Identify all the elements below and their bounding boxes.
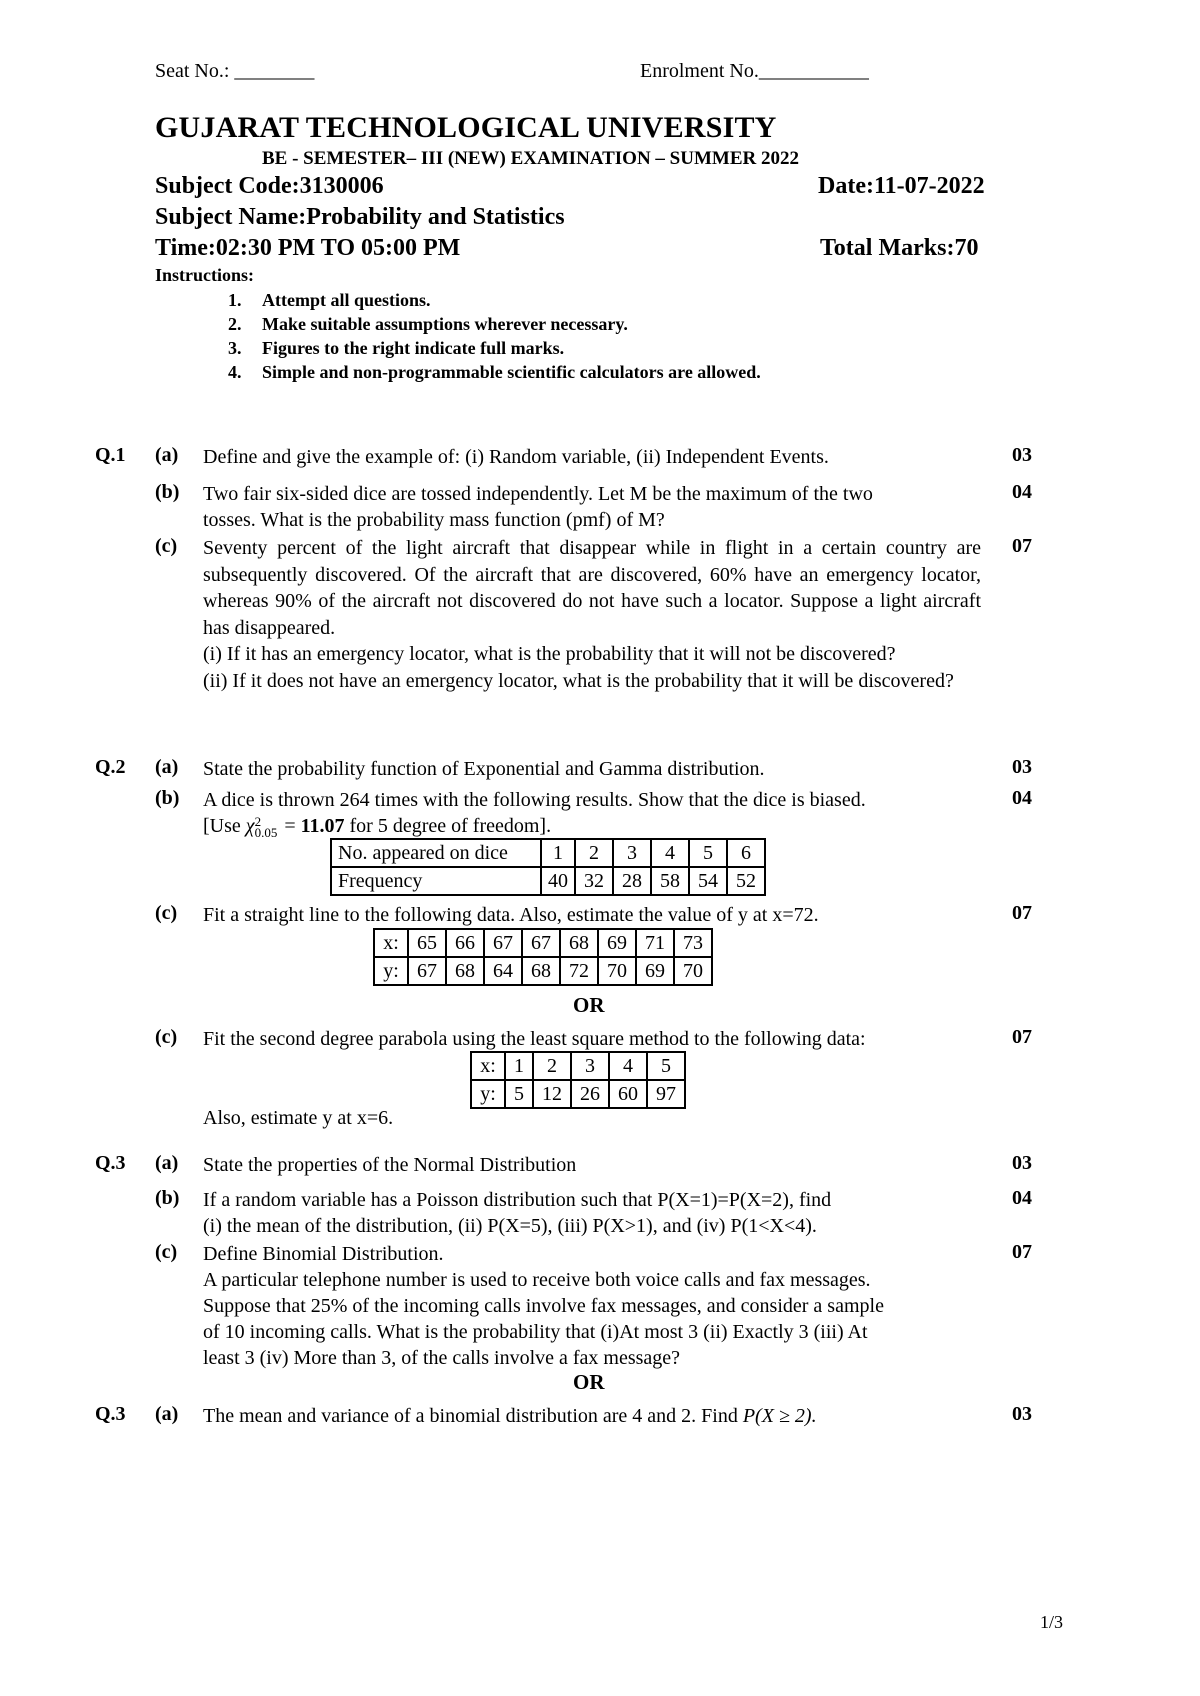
part-label: (c) bbox=[155, 1241, 178, 1263]
chi-subscript: 0.05 bbox=[254, 825, 278, 841]
part-label: (a) bbox=[155, 1152, 179, 1174]
table-cell: 69 bbox=[636, 957, 674, 985]
table-row bbox=[471, 1052, 685, 1080]
table-row-label: x: bbox=[471, 1052, 505, 1080]
instructions-title: Instructions: bbox=[155, 265, 255, 285]
table-row bbox=[331, 839, 765, 867]
table-cell: 40 bbox=[541, 867, 575, 895]
seat-number-label: Seat No.: ________ bbox=[155, 60, 315, 82]
marks: 07 bbox=[1012, 1241, 1032, 1263]
question-text: of 10 incoming calls. What is the probability that (i)At most 3 (ii) Exactly 3 (iii) At bbox=[203, 1321, 868, 1343]
question-text: least 3 (iv) More than 3, of the calls involve a fax message? bbox=[203, 1347, 681, 1369]
table-cell: 26 bbox=[571, 1080, 609, 1108]
table-cell: 4 bbox=[651, 839, 689, 867]
marks: 04 bbox=[1012, 1187, 1032, 1209]
table-cell: 5 bbox=[689, 839, 727, 867]
table-cell: 70 bbox=[674, 957, 712, 985]
table-cell: 4 bbox=[609, 1052, 647, 1080]
table-row bbox=[471, 1080, 685, 1108]
question-text: Define and give the example of: (i) Random variable, (ii) Independent Events. bbox=[203, 446, 829, 468]
enrolment-number-label: Enrolment No.___________ bbox=[640, 60, 869, 82]
equals-sign: = bbox=[279, 815, 301, 837]
instruction-text: Attempt all questions. bbox=[262, 290, 431, 310]
question-text: (i) If it has an emergency locator, what is the probability that it will not be discovered? bbox=[203, 643, 896, 665]
table-cell: 52 bbox=[727, 867, 765, 895]
table-cell: 70 bbox=[598, 957, 636, 985]
part-label: (c) bbox=[155, 535, 178, 557]
subject-code: Subject Code:3130006 bbox=[155, 173, 384, 199]
marks: 04 bbox=[1012, 481, 1032, 503]
exam-title: BE - SEMESTER– III (NEW) EXAMINATION – SUMMER 2022 bbox=[262, 148, 799, 169]
marks: 03 bbox=[1012, 1403, 1032, 1425]
table-cell: 5 bbox=[647, 1052, 685, 1080]
question-text: Fit a straight line to the following data. Also, estimate the value of y at x=72. bbox=[203, 904, 819, 926]
question-text: Fit the second degree parabola using the least square method to the following data: bbox=[203, 1028, 866, 1050]
question-text: A dice is thrown 264 times with the following results. Show that the dice is biased. bbox=[203, 789, 866, 811]
marks: 07 bbox=[1012, 1026, 1032, 1048]
table-cell: 1 bbox=[505, 1052, 533, 1080]
instruction-number: 2. bbox=[228, 314, 242, 334]
question-text: Seventy percent of the light aircraft that disappear while in flight in a certain country are subsequently discovered. Of the aircraft that are discovered, 60% have an emergency locator, whereas 90% of the aircraft not discovered do not have such a locator. Suppose a light aircraft has disappeared. bbox=[203, 537, 981, 639]
instruction-text: Make suitable assumptions wherever necessary. bbox=[262, 314, 628, 334]
question-number: Q.3 bbox=[95, 1152, 126, 1174]
instruction-text: Figures to the right indicate full marks. bbox=[262, 338, 565, 358]
question-text: State the probability function of Exponential and Gamma distribution. bbox=[203, 758, 765, 780]
marks: 07 bbox=[1012, 902, 1032, 924]
dice-frequency-table bbox=[330, 838, 766, 896]
marks: 04 bbox=[1012, 787, 1032, 809]
chi-symbol: χ bbox=[245, 815, 255, 837]
subject-name: Subject Name:Probability and Statistics bbox=[155, 204, 565, 230]
question-text: A particular telephone number is used to receive both voice calls and fax messages. bbox=[203, 1269, 871, 1291]
table-cell: 2 bbox=[533, 1052, 571, 1080]
table-cell: 1 bbox=[541, 839, 575, 867]
parabola-data-table bbox=[470, 1051, 686, 1109]
table-cell: 97 bbox=[647, 1080, 685, 1108]
instruction-number: 4. bbox=[228, 362, 242, 382]
table-row bbox=[374, 957, 712, 985]
question-text: State the properties of the Normal Distribution bbox=[203, 1154, 577, 1176]
question-paragraph bbox=[203, 535, 981, 694]
part-label: (c) bbox=[155, 902, 178, 924]
marks: 07 bbox=[1012, 535, 1032, 557]
table-cell: 12 bbox=[533, 1080, 571, 1108]
math-expression: P(X ≥ 2). bbox=[742, 1405, 817, 1427]
total-marks: Total Marks:70 bbox=[820, 235, 979, 261]
question-text: (i) the mean of the distribution, (ii) P(X=5), (iii) P(X>1), and (iv) P(1<X<4). bbox=[203, 1215, 817, 1237]
table-cell: 66 bbox=[446, 929, 484, 957]
marks: 03 bbox=[1012, 756, 1032, 778]
table-cell: 32 bbox=[575, 867, 613, 895]
part-label: (a) bbox=[155, 1403, 179, 1425]
question-text: Define Binomial Distribution. bbox=[203, 1243, 444, 1265]
exam-date: Date:11-07-2022 bbox=[818, 173, 985, 199]
instruction-number: 1. bbox=[228, 290, 242, 310]
table-row bbox=[374, 929, 712, 957]
table-cell: 68 bbox=[560, 929, 598, 957]
table-cell: 67 bbox=[484, 929, 522, 957]
table-cell: 73 bbox=[674, 929, 712, 957]
table-cell: 64 bbox=[484, 957, 522, 985]
chi-superscript: 2 bbox=[254, 814, 262, 830]
instruction-text: Simple and non-programmable scientific calculators are allowed. bbox=[262, 362, 761, 382]
page-number: 1/3 bbox=[1040, 1612, 1064, 1632]
table-cell: 3 bbox=[613, 839, 651, 867]
table-cell: 28 bbox=[613, 867, 651, 895]
table-cell: 71 bbox=[636, 929, 674, 957]
table-cell: 6 bbox=[727, 839, 765, 867]
part-label: (b) bbox=[155, 481, 180, 503]
table-row-label: Frequency bbox=[331, 867, 541, 895]
table-cell: 67 bbox=[408, 957, 446, 985]
table-cell: 67 bbox=[522, 929, 560, 957]
question-text: Also, estimate y at x=6. bbox=[203, 1107, 394, 1129]
question-text: tosses. What is the probability mass function (pmf) of M? bbox=[203, 509, 665, 531]
or-separator: OR bbox=[573, 993, 605, 1017]
marks: 03 bbox=[1012, 1152, 1032, 1174]
table-cell: 3 bbox=[571, 1052, 609, 1080]
question-text: If a random variable has a Poisson distribution such that P(X=1)=P(X=2), find bbox=[203, 1189, 832, 1211]
table-cell: 5 bbox=[505, 1080, 533, 1108]
university-title: GUJARAT TECHNOLOGICAL UNIVERSITY bbox=[155, 111, 777, 144]
table-cell: 72 bbox=[560, 957, 598, 985]
part-label: (a) bbox=[155, 444, 179, 466]
question-number: Q.2 bbox=[95, 756, 126, 778]
part-label: (c) bbox=[155, 1026, 178, 1048]
question-text: Two fair six-sided dice are tossed independently. Let M be the maximum of the two bbox=[203, 483, 873, 505]
exam-time: Time:02:30 PM TO 05:00 PM bbox=[155, 235, 461, 261]
table-row-label: x: bbox=[374, 929, 408, 957]
table-cell: 65 bbox=[408, 929, 446, 957]
hint-prefix: [Use bbox=[203, 815, 246, 837]
hint-suffix: for 5 degree of freedom]. bbox=[344, 815, 552, 837]
table-cell: 2 bbox=[575, 839, 613, 867]
question-text bbox=[203, 1403, 817, 1430]
or-separator: OR bbox=[573, 1370, 605, 1394]
table-cell: 58 bbox=[651, 867, 689, 895]
table-cell: 68 bbox=[446, 957, 484, 985]
question-text: Suppose that 25% of the incoming calls involve fax messages, and consider a sample bbox=[203, 1295, 884, 1317]
table-cell: 60 bbox=[609, 1080, 647, 1108]
table-cell: 69 bbox=[598, 929, 636, 957]
table-row bbox=[331, 867, 765, 895]
table-cell: 68 bbox=[522, 957, 560, 985]
part-label: (a) bbox=[155, 756, 179, 778]
table-row-label: No. appeared on dice bbox=[331, 839, 541, 867]
table-row-label: y: bbox=[374, 957, 408, 985]
question-text-plain: The mean and variance of a binomial distribution are 4 and 2. Find bbox=[203, 1405, 743, 1427]
question-number: Q.3 bbox=[95, 1403, 126, 1425]
part-label: (b) bbox=[155, 1187, 180, 1209]
question-text: (ii) If it does not have an emergency locator, what is the probability that it will be discovered? bbox=[203, 669, 954, 692]
question-number: Q.1 bbox=[95, 444, 126, 466]
chi-square-hint bbox=[203, 813, 551, 840]
instruction-number: 3. bbox=[228, 338, 242, 358]
table-row-label: y: bbox=[471, 1080, 505, 1108]
part-label: (b) bbox=[155, 787, 180, 809]
table-cell: 54 bbox=[689, 867, 727, 895]
straight-line-data-table bbox=[373, 928, 713, 986]
marks: 03 bbox=[1012, 444, 1032, 466]
chi-critical-value: 11.07 bbox=[300, 815, 345, 837]
